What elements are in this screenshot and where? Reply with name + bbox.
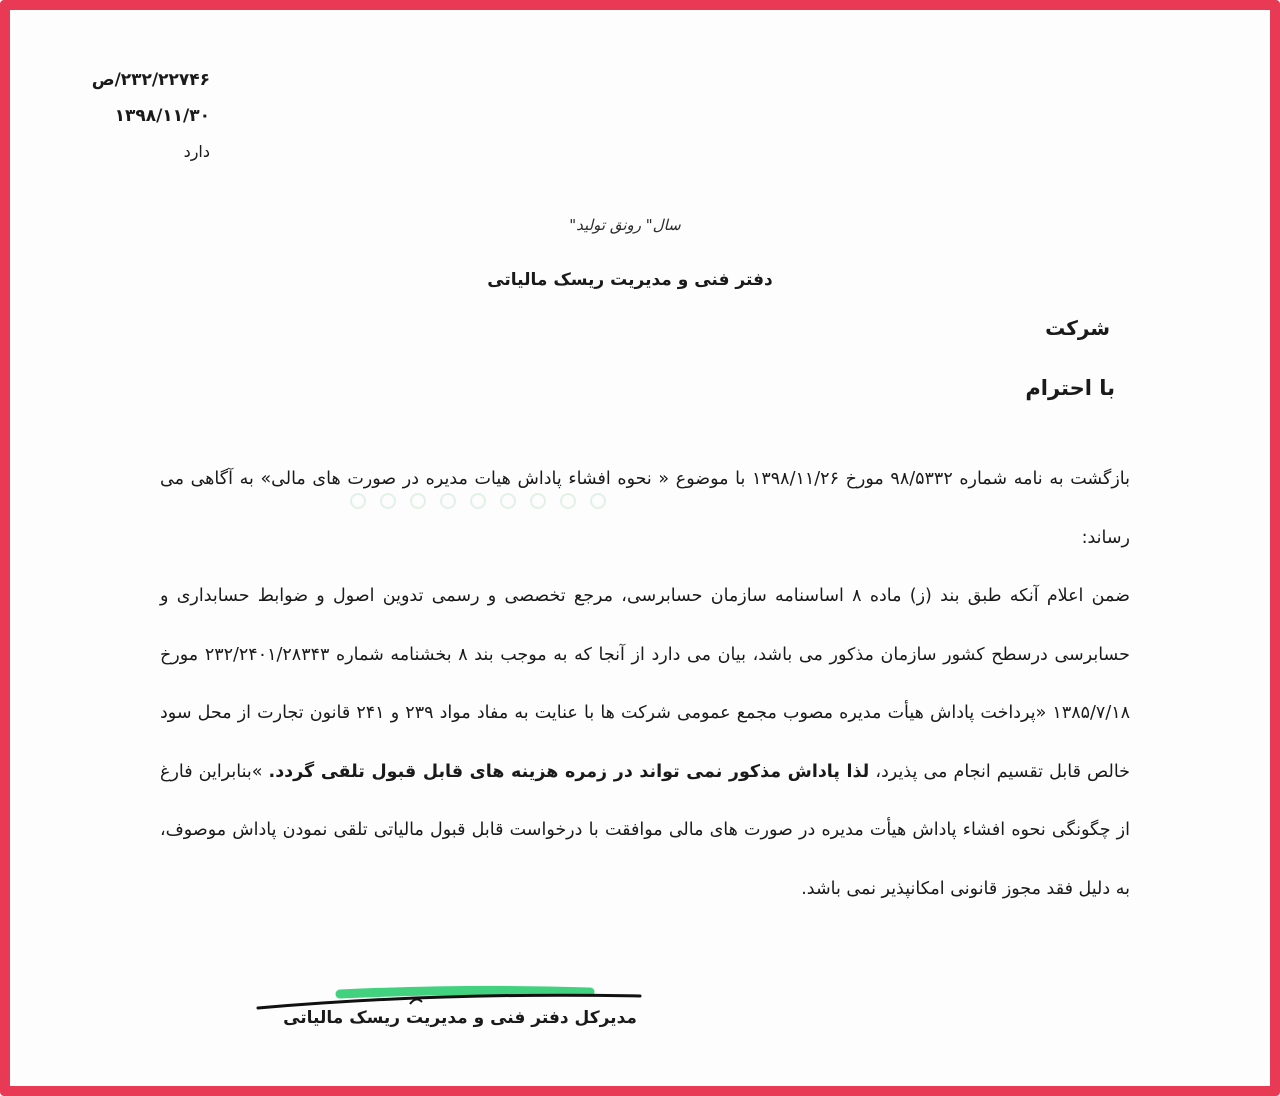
emphasized-conclusion: لذا پاداش مذکور نمی تواند در زمره هزینه های قابل قبول تلقی گردد. — [268, 761, 870, 782]
letter-date: ۱۳۹۸/۱۱/۳۰ — [114, 106, 210, 126]
signature-underline — [258, 995, 640, 1008]
reference-number: ۲۳۲/۲۲۷۴۶/ص — [91, 70, 210, 90]
letter-page — [10, 10, 1270, 1086]
signatory-title: مدیرکل دفتر فنی و مدیریت ریسک مالیاتی — [283, 1008, 637, 1028]
year-slogan: سال" رونق تولید" — [569, 216, 681, 234]
signature-area — [240, 970, 660, 1060]
letter-body — [160, 450, 1130, 918]
recipient: شرکت — [1045, 316, 1110, 340]
office-title: دفتر فنی و مدیریت ریسک مالیاتی — [487, 270, 773, 290]
closing-statement: »بنابراین فارغ از چگونگی نحوه افشاء پاداش هیأت مدیره در صورت های مالی موافقت با درخواست قابل قبول مالیاتی تلقی نمودن پاداش موصوف، به دلیل فقد مجوز قانونی امکانپذیر نمی باشد. — [160, 761, 1130, 899]
body-paragraph-main-text: ضمن اعلام آنکه طبق بند (ز) ماده ۸ اساسنامه سازمان حسابرسی، مرجع تخصصی و رسمی تدوین اصول و ضوابط حسابداری و حسابرسی درسطح کشور سازمان مذکور می باشد، بیان می دارد از آنجا که به موجب بند ۸ بخشنامه شماره ۲۳۲/۲۴۰۱/۲۸۳۴۳ مورخ ۱۳۸۵/۷/۱۸ «پرداخت پاداش هیأت مدیره مصوب مجمع عمومی شرکت ها با عنایت به مفاد مواد ۲۳۹ و ۲۴۱ قانون تجارت از محل سود خالص قابل تقسیم انجام می پذیرد، — [160, 586, 1131, 782]
attachment-status: دارد — [183, 142, 210, 161]
reference-block — [50, 62, 210, 170]
signature-flourish — [410, 999, 422, 1004]
salutation: با احترام — [1025, 376, 1115, 400]
body-paragraph-main — [160, 567, 1130, 918]
signature-highlight — [340, 990, 590, 994]
body-paragraph-intro: بازگشت به نامه شماره ۹۸/۵۳۳۲ مورخ ۱۳۹۸/۱۱/۲۶ با موضوع « نحوه افشاء پاداش هیات مدیره در صورت های مالی» به آگاهی می رساند: — [160, 469, 1130, 548]
